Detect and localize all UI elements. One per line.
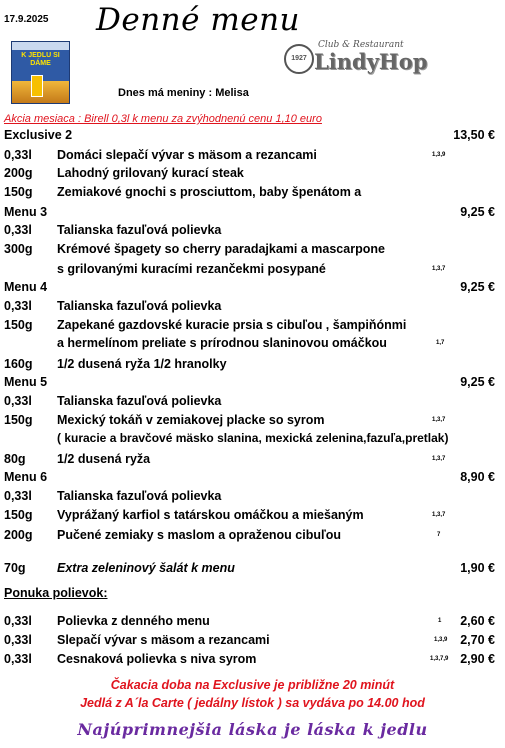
item-dish: a hermelínom preliate s prírodnou slaninovou omáčkou xyxy=(57,336,387,350)
menu-header-menu-6 xyxy=(0,470,505,488)
item-dish: Talianska fazuľová polievka xyxy=(57,223,222,237)
item-qty: 0,33l xyxy=(4,652,32,666)
menu-item xyxy=(0,223,505,241)
item-dish: Krémové špagety so cherry paradajkami a mascarpone xyxy=(57,242,385,256)
menu-item xyxy=(0,413,505,431)
menu-header-exclusive-2 xyxy=(0,128,505,146)
item-dish: Zemiakové gnochi s prosciuttom, baby špenátom a xyxy=(57,185,362,199)
item-qty: 150g xyxy=(4,185,33,199)
soup-item xyxy=(0,652,505,670)
exclusive-wait-note: Čakacia doba na Exclusive je približne 20 minút xyxy=(110,678,395,692)
item-dish: Cesnaková polievka s niva syrom xyxy=(57,652,257,666)
item-dish: ( kuracie a bravčové mäsko slanina, mexická zelenina,fazuľa,pretlak) xyxy=(57,431,449,445)
menu-item xyxy=(0,166,505,184)
promo-image-caption: K JEDLU SI DÁME xyxy=(21,52,60,67)
item-dish: 1/2 dusená ryža 1/2 hranolky xyxy=(57,357,227,371)
menu-header-menu-3 xyxy=(0,205,505,223)
item-qty: 70g xyxy=(4,561,26,575)
menu-item xyxy=(0,262,505,280)
menu-item xyxy=(0,148,505,166)
extra-salad-row xyxy=(0,561,505,579)
menu-item xyxy=(0,242,505,260)
item-dish: Talianska fazuľová polievka xyxy=(57,394,222,408)
item-qty: 160g xyxy=(4,357,33,371)
item-qty: 200g xyxy=(4,528,33,542)
item-price: 2,90 € xyxy=(460,652,495,666)
menu-price: 9,25 € xyxy=(460,375,495,389)
soup-item xyxy=(0,633,505,651)
a-la-carte-note: Jedlá z A´la Carte ( jedálny lístok ) sa vydáva po 14.00 hod xyxy=(80,696,425,710)
menu-item xyxy=(0,318,505,336)
item-dish: Lahodný grilovaný kurací steak xyxy=(57,166,244,180)
menu-price: 9,25 € xyxy=(460,280,495,294)
item-dish: Vyprážaný karfiol s tatárskou omáčkou a miešaným xyxy=(57,508,364,522)
restaurant-logo xyxy=(284,40,428,76)
item-allergens: 1 xyxy=(438,618,442,624)
menu-date: 17.9.2025 xyxy=(4,14,49,25)
item-dish: Extra zeleninový šalát k menu xyxy=(57,561,235,575)
menu-item xyxy=(0,357,505,375)
menu-item xyxy=(0,431,505,449)
item-allergens: 1,3,7 xyxy=(432,266,446,272)
item-price: 2,70 € xyxy=(460,633,495,647)
item-dish: 1/2 dusená ryža xyxy=(57,452,151,466)
menu-item xyxy=(0,508,505,526)
item-qty: 0,33l xyxy=(4,489,32,503)
menu-price: 9,25 € xyxy=(460,205,495,219)
menu-item xyxy=(0,299,505,317)
item-allergens: 1,3,7,9 xyxy=(430,656,449,662)
item-dish: Talianska fazuľová polievka xyxy=(57,489,222,503)
item-dish: Pučené zemiaky s maslom a opraženou cibuľou xyxy=(57,528,342,542)
item-dish: Talianska fazuľová polievka xyxy=(57,299,222,313)
item-dish: Mexický tokáň v zemiakovej placke so syrom xyxy=(57,413,325,427)
item-qty: 0,33l xyxy=(4,614,32,628)
item-allergens: 1,3,7 xyxy=(432,512,446,518)
menu-price: 13,50 € xyxy=(453,128,495,142)
item-dish: Domáci slepačí vývar s mäsom a rezancami xyxy=(57,148,317,162)
menu-item xyxy=(0,528,505,546)
menu-item xyxy=(0,452,505,470)
item-qty: 150g xyxy=(4,413,33,427)
promo-offer-text: Akcia mesiaca : Birell 0,3l k menu za zvýhodnenú cenu 1,10 euro xyxy=(4,113,322,125)
soups-heading xyxy=(0,586,505,604)
menu-header-menu-4 xyxy=(0,280,505,298)
menu-header-menu-5 xyxy=(0,375,505,393)
item-qty: 0,33l xyxy=(4,148,32,162)
menu-name: Menu 3 xyxy=(4,205,48,219)
menu-name: Menu 6 xyxy=(4,470,48,484)
menu-item xyxy=(0,394,505,412)
menu-name: Menu 5 xyxy=(4,375,48,389)
item-qty: 0,33l xyxy=(4,223,32,237)
item-dish: Polievka z denného menu xyxy=(57,614,210,628)
item-price: 2,60 € xyxy=(460,614,495,628)
menu-item xyxy=(0,489,505,507)
logo-name: LindyHop xyxy=(314,49,428,74)
item-price: 1,90 € xyxy=(460,561,495,575)
menu-price: 8,90 € xyxy=(460,470,495,484)
item-dish: Slepačí vývar s mäsom a rezancami xyxy=(57,633,270,647)
logo-badge-icon: 1927 xyxy=(284,44,314,74)
item-allergens: 1,3,9 xyxy=(434,637,448,643)
item-dish: s grilovanými kuracími rezančekmi posypané xyxy=(57,262,326,276)
nameday-text: Dnes má meniny : Melisa xyxy=(118,87,249,99)
logo-subtitle: Club & Restaurant xyxy=(318,40,404,50)
item-qty: 80g xyxy=(4,452,26,466)
item-qty: 0,33l xyxy=(4,299,32,313)
item-allergens: 1,7 xyxy=(436,340,445,346)
item-qty: 300g xyxy=(4,242,33,256)
menu-item xyxy=(0,336,505,354)
menu-name: Exclusive 2 xyxy=(4,128,73,142)
item-qty: 150g xyxy=(4,318,33,332)
birell-promo-image xyxy=(11,41,70,104)
item-qty: 200g xyxy=(4,166,33,180)
beer-glass-icon xyxy=(31,75,43,97)
item-qty: 0,33l xyxy=(4,633,32,647)
item-allergens: 1,3,7 xyxy=(432,456,446,462)
item-dish: Zapekané gazdovské kuracie prsia s cibuľou , šampiňónmi xyxy=(57,318,407,332)
item-allergens: 1,3,9 xyxy=(432,152,446,158)
soup-item xyxy=(0,614,505,632)
item-allergens: 7 xyxy=(437,532,441,538)
soups-heading-text: Ponuka polievok: xyxy=(4,586,108,600)
item-allergens: 1,3,7 xyxy=(432,417,446,423)
item-qty: 0,33l xyxy=(4,394,32,408)
menu-name: Menu 4 xyxy=(4,280,48,294)
page-title: Denné menu xyxy=(96,2,301,38)
slogan: Najúprimnejšia láska je láska k jedlu xyxy=(77,720,428,739)
item-qty: 150g xyxy=(4,508,33,522)
menu-item xyxy=(0,185,505,203)
